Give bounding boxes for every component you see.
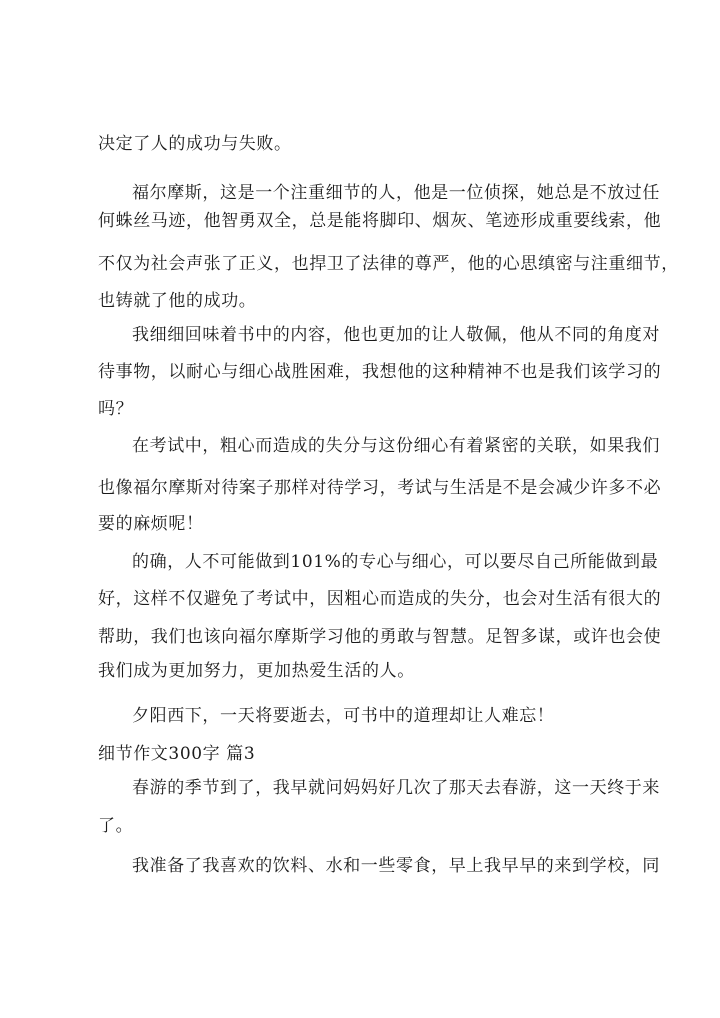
text-line: 了。 (98, 816, 134, 836)
paragraph-first-line: 春游的季节到了，我早就问妈妈好几次了那天去春游，这一天终于来 (132, 778, 660, 798)
paragraph-first-line: 我细细回味着书中的内容，他也更加的让人敬佩，他从不同的角度对 (132, 325, 660, 345)
paragraph-first-line: 的确，人不可能做到101%的专心与细心，可以要尽自己所能做到最 (132, 552, 659, 572)
text-line: 我们成为更加努力，更加热爱生活的人。 (98, 661, 415, 681)
text-line: 何蛛丝马迹，他智勇双全，总是能将脚印、烟灰、笔迹形成重要线索，他 (98, 211, 662, 231)
text-line: 好，这样不仅避免了考试中，因粗心而造成的失分，也会对生活有很大的 (98, 589, 662, 609)
text-line: 决定了人的成功与失败。 (98, 134, 292, 154)
text-line: 不仅为社会声张了正义，也捍卫了法律的尊严，他的心思缜密与注重细节， (98, 254, 679, 274)
text-line: 帮助，我们也该向福尔摩斯学习他的勇敢与智慧。足智多谋，或许也会使 (98, 627, 662, 647)
text-line: 也铸就了他的成功。 (98, 291, 257, 311)
text-line: 待事物，以耐心与细心战胜困难，我想他的这种精神不也是我们该学习的 (98, 362, 662, 382)
section-heading: 细节作文300字 篇3 (98, 744, 256, 764)
paragraph-first-line: 在考试中，粗心而造成的失分与这份细心有着紧密的关联，如果我们 (132, 436, 660, 456)
text-line: 要的麻烦呢！ (98, 514, 204, 534)
paragraph-first-line: 福尔摩斯，这是一个注重细节的人，他是一位侦探，她总是不放过任 (132, 183, 660, 203)
text-line: 也像福尔摩斯对待案子那样对待学习，考试与生活是不是会减少许多不必 (98, 478, 662, 498)
paragraph-first-line: 我准备了我喜欢的饮料、水和一些零食，早上我早早的来到学校，同 (132, 856, 660, 876)
paragraph-first-line: 夕阳西下，一天将要逝去，可书中的道理却让人难忘！ (132, 706, 555, 726)
text-line: 吗？ (98, 399, 134, 419)
